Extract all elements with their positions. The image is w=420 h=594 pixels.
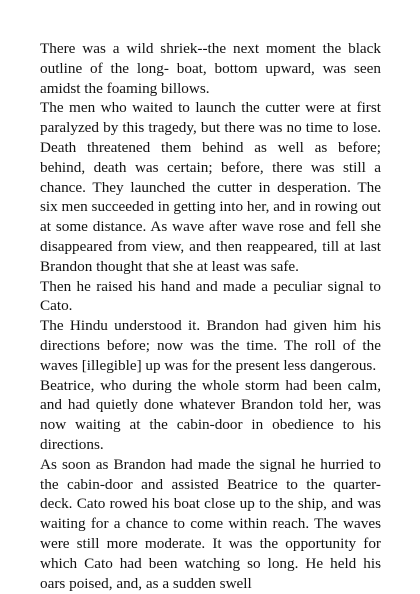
paragraph: Beatrice, who during the whole storm had been calm, and had quietly done whatever Brandon told her, was now waiting at the cabin-door in obedience to his directions.	[40, 376, 381, 453]
paragraph: The men who waited to launch the cutter were at first paralyzed by this tragedy, but there was no time to lose. Death threatened them behind as well as before; behind, death was certain; before, there was still a chance. They launched the cutter in desperation. The six men succeeded in getting into her, and in rowing out at some distance. As wave after wave rose and fell she disappeared from view, and then reappeared, till at last Brandon thought that she at least was safe.	[40, 99, 381, 275]
paragraph: There was a wild shriek--the next moment the black outline of the long- boat, bottom upward, was seen amidst the foaming billows.	[40, 40, 381, 97]
page-text	[40, 39, 381, 593]
paragraph: As soon as Brandon had made the signal he hurried to the cabin-door and assisted Beatrice to the quarter-deck. Cato rowed his boat close up to the ship, and was waiting for a chance to come within reach. The waves were still more moderate. It was the opportunity for which Cato had been watching so long. He held his oars poised, and, as a sudden swell	[40, 455, 381, 592]
paragraph: Then he raised his hand and made a peculiar signal to Cato.	[40, 277, 381, 315]
paragraph: The Hindu understood it. Brandon had given him his directions before; now was the time. The roll of the waves [illegible] up was for the present less dangerous.	[40, 317, 381, 374]
